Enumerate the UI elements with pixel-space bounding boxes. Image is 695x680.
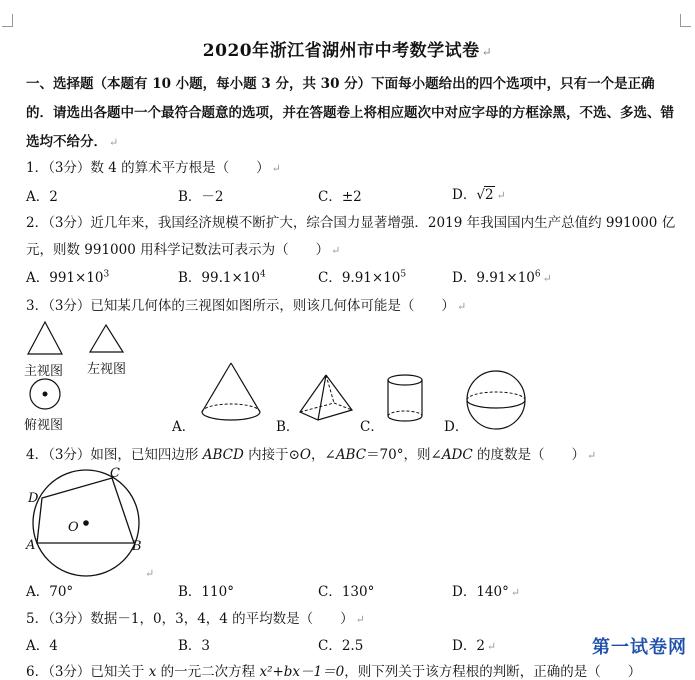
label-point-a: A: [26, 538, 36, 553]
q3-stem-text: 3．（3分）已知某几何体的三视图如图所示，则该几何体可能是（ ）: [26, 298, 455, 314]
q4-option-b: B．110°: [178, 584, 234, 600]
q4-option-c: C．130°: [318, 584, 375, 600]
center-point-o: [83, 520, 89, 526]
q4-o: O: [299, 447, 311, 463]
label-point-o: O: [68, 520, 79, 535]
q1-option-c: C．±2: [318, 189, 362, 205]
q6-stem-pre: 6．（3分）已知关于: [26, 664, 149, 680]
q6-equation: x²+bx－1＝0: [259, 664, 345, 680]
q1-option-b: B．－2: [178, 189, 224, 205]
q4-abc: ABC: [335, 447, 367, 463]
q1-option-a: A．2: [26, 189, 58, 205]
label-point-b: B: [132, 539, 142, 554]
paragraph-mark: ↵: [456, 300, 467, 313]
q2-option-a-exponent: 3: [103, 269, 110, 280]
label-point-c: C: [110, 466, 120, 481]
quadrilateral-abcd: [37, 478, 134, 543]
q4-option-d: [452, 580, 520, 600]
question-6-stem: [26, 660, 641, 680]
paragraph-mark: ↵: [355, 613, 365, 626]
q5-option-b: B．3: [178, 638, 211, 654]
sqrt-symbol: √: [476, 187, 485, 203]
label-point-d: D: [28, 491, 39, 506]
paragraph-mark: ↵: [481, 45, 493, 59]
q6-stem-mid: 的一元二次方程: [156, 664, 260, 680]
q4-stem-post: 的度数是（ ）: [472, 447, 586, 463]
q2-option-a-base: A．991×10: [26, 270, 104, 286]
q5-option-a: A．4: [26, 638, 58, 654]
q2-option-b-exponent: 4: [259, 269, 266, 280]
q2-option-c-base: C．9.91×10: [318, 270, 401, 286]
question-5-stem: [26, 607, 365, 627]
q4-option-a: A．70°: [26, 584, 74, 600]
q4-adc: ADC: [441, 447, 473, 463]
q4-option-d-text: D．140°: [452, 584, 509, 600]
site-watermark: 第一试卷网: [592, 637, 687, 658]
paragraph-mark: ↵: [496, 189, 506, 202]
q3-option-a: A．: [172, 419, 196, 435]
paragraph-mark: ↵: [486, 640, 497, 653]
q2-stem-text: 元，则数 991000 用科学记数法可表示为（ ）: [26, 242, 330, 258]
paragraph-mark: ↵: [587, 449, 597, 462]
q4-stem-mid: 内接于⊙: [243, 447, 300, 463]
front-view-label: 主视图: [24, 364, 64, 379]
q5-option-c: C．2.5: [318, 638, 364, 654]
paragraph-mark: ↵: [331, 244, 341, 257]
q6-stem-post: ，则下列关于该方程根的判断，正确的是（ ）: [344, 664, 642, 680]
q3-option-b: B．: [276, 419, 300, 435]
q4-stem-mid3: ＝70°，则∠: [366, 447, 442, 463]
q5-option-d: [452, 634, 496, 654]
q4-abcd: ABCD: [202, 447, 244, 463]
q2-option-d-base: D．9.91×10: [452, 270, 535, 286]
q1-stem-text: 1．（3分）数 4 的算术平方根是（ ）: [26, 160, 270, 176]
question-2-stem-line-1: 2．（3分）近几年来，我国经济规模不断扩大，综合国力显著增强．2019 年我国国内生产总值约 991000 亿: [26, 215, 676, 231]
q2-option-c-exponent: 5: [400, 269, 407, 280]
paragraph-mark: ↵: [542, 272, 552, 285]
paragraph-mark: ↵: [145, 567, 155, 580]
q4-stem-pre: 4．（3分）如图，已知四边形: [26, 447, 203, 463]
title-text: 2020年浙江省湖州市中考数学试卷: [202, 41, 480, 61]
q3-option-d: D．: [444, 419, 469, 435]
paragraph-mark: ↵: [109, 136, 119, 149]
paragraph-mark: ↵: [271, 162, 281, 175]
q2-option-d-exponent: 6: [534, 269, 541, 280]
q5-option-d-text: D．2: [452, 638, 485, 654]
q6-x: x: [148, 664, 157, 680]
paragraph-mark: ↵: [510, 586, 521, 599]
q2-option-b-base: B．99.1×10: [178, 270, 260, 286]
figure-paragraph-mark: [143, 565, 154, 581]
q3-option-c: C．: [360, 419, 384, 435]
q1-option-d-radicand: 2: [484, 187, 494, 203]
q4-stem-mid2: ，∠: [311, 447, 336, 463]
top-view-label: 俯视图: [24, 418, 64, 433]
q5-stem-text: 5．（3分）数据－1，0，3，4，4 的平均数是（ ）: [26, 611, 354, 627]
section-heading-text: 一、选择题（本题有 10 小题，每小题 3 分，共 30 分）下面每小题给出的四个选项中，只有一个是正确的．请选出各题中一个最符合题意的选项，并在答题卷上将相应题次中对应字母的方框涂黑，不选、多选、错选均不给分．: [26, 76, 674, 150]
q1-option-d-prefix: D．: [452, 187, 477, 203]
left-view-label: 左视图: [87, 362, 127, 377]
